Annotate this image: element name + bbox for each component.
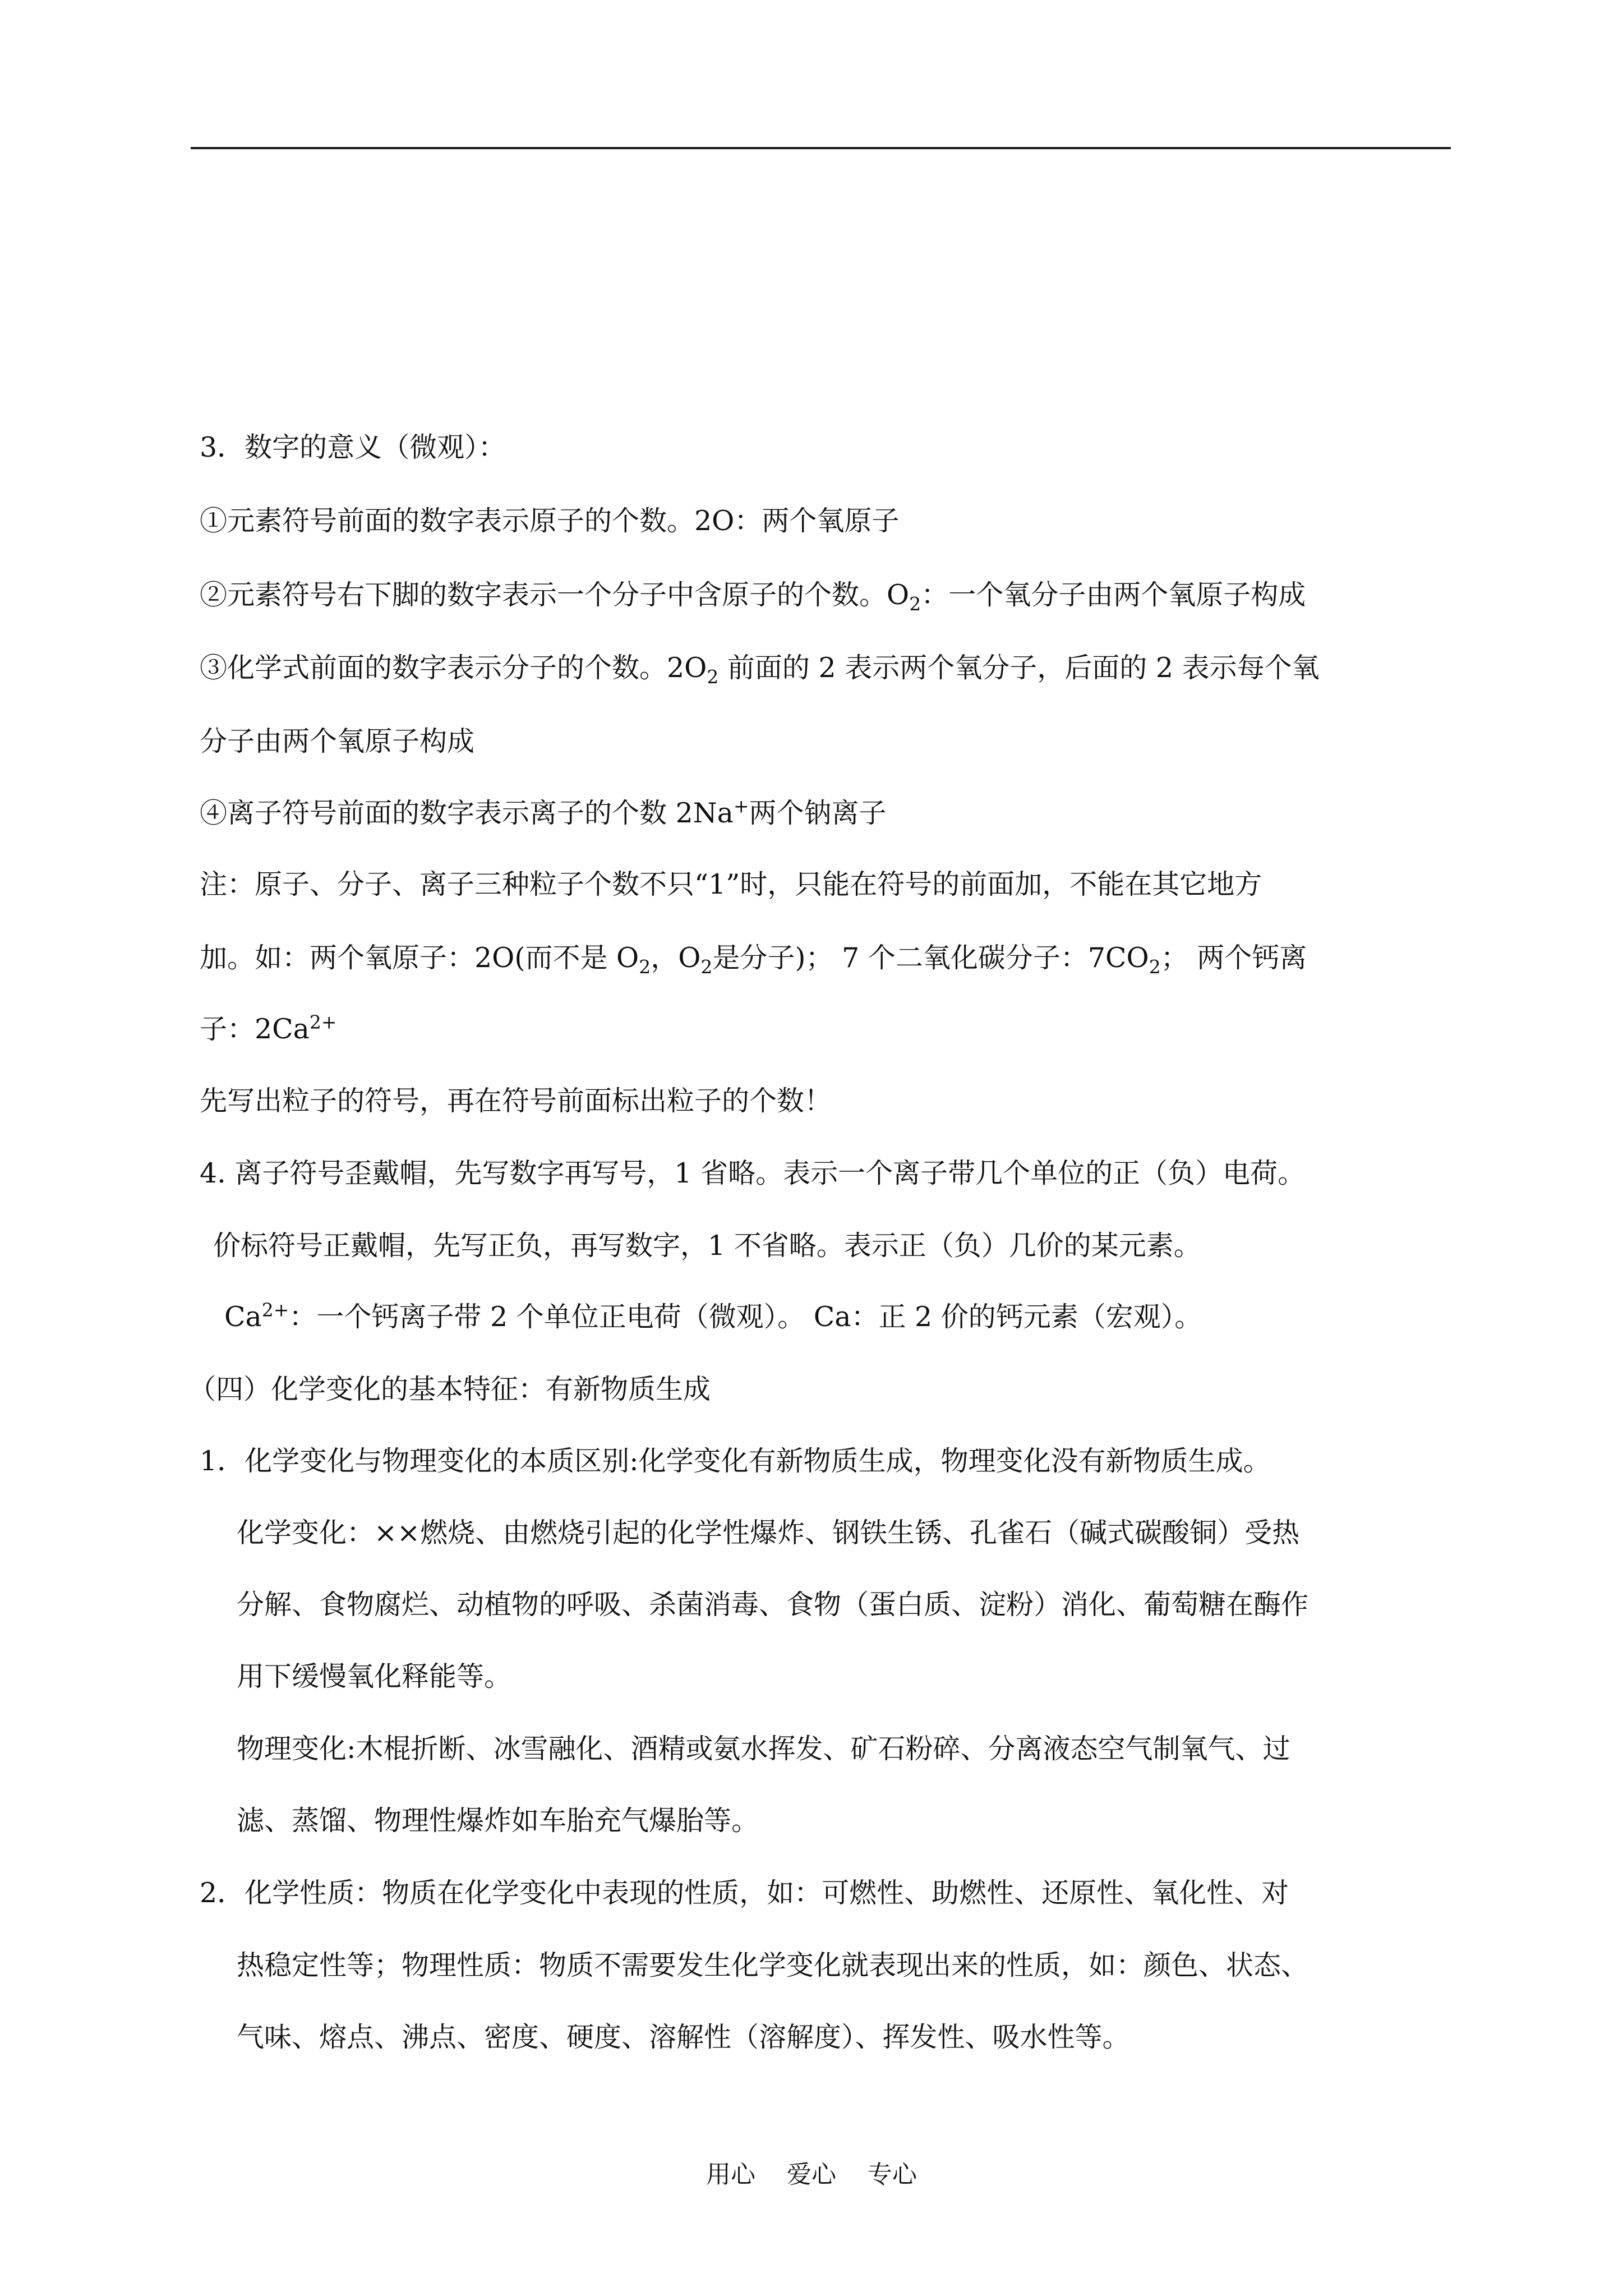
rule-3: ③化学式前面的数字表示分子的个数。$2O_2$ 前面的 2 表示两个氧分子，后面的 2 表示每个氧 — [200, 652, 1320, 688]
physical-change-line-1: 物理变化:木棍折断、冰雪融化、酒精或氨水挥发、矿石粉碎、分离液态空气制氧气、过 — [237, 1733, 1290, 1765]
page-footer: 用心 爱心 专心 — [706, 2160, 917, 2189]
physical-change-line-2: 滤、蒸馏、物理性爆炸如车胎充气爆胎等。 — [237, 1805, 759, 1837]
rule-2: ②元素符号右下脚的数字表示一个分子中含原子的个数。$O_2$：一个氧分子由两个氧原子构成 — [200, 579, 1306, 615]
part-4-heading: （四）化学变化的基本特征：有新物质生成 — [188, 1373, 711, 1405]
note-line-3: 子：$2Ca^{2+}$ — [200, 1011, 337, 1045]
section-4-line-2: 价标符号正戴帽，先写正负，再写数字，1 不省略。表示正（负）几价的某元素。 — [213, 1230, 1201, 1262]
header-rule — [191, 147, 1451, 149]
item-1: 1．化学变化与物理变化的本质区别:化学变化有新物质生成，物理变化没有新物质生成。 — [200, 1445, 1271, 1477]
note-line-4: 先写出粒子的符号，再在符号前面标出粒子的个数！ — [200, 1085, 832, 1117]
item-2-line-1: 2．化学性质：物质在化学变化中表现的性质，如：可燃性、助燃性、还原性、氧化性、对 — [200, 1877, 1289, 1909]
section-4-line-3: $Ca^{2+}$：一个钙离子带 2 个单位正电荷（微观）。 Ca：正 2 价的钙元素（宏观）。 — [224, 1299, 1202, 1333]
rule-4: ④离子符号前面的数字表示离子的个数 2Na+两个钠离子 — [200, 795, 887, 829]
chemical-change-line-2: 分解、食物腐烂、动植物的呼吸、杀菌消毒、食物（蛋白质、淀粉）消化、葡萄糖在酶作 — [237, 1589, 1309, 1621]
note-line-1: 注：原子、分子、离子三种粒子个数不只“1”时，只能在符号的前面加，不能在其它地方 — [200, 868, 1262, 900]
section-4-line-1: 4. 离子符号歪戴帽，先写数字再写号，1 省略。表示一个离子带几个单位的正（负）电荷。 — [200, 1157, 1306, 1189]
item-2-line-2: 热稳定性等；物理性质：物质不需要发生化学变化就表现出来的性质，如：颜色、状态、 — [237, 1949, 1309, 1981]
rule-3-cont: 分子由两个氧原子构成 — [200, 725, 475, 757]
rule-1: ①元素符号前面的数字表示原子的个数。2O：两个氧原子 — [200, 505, 900, 537]
chemical-change-line-3: 用下缓慢氧化释能等。 — [237, 1660, 512, 1692]
chemical-change-line-1: 化学变化：××燃烧、由燃烧引起的化学性爆炸、钢铁生锈、孔雀石（碱式碳酸铜）受热 — [237, 1517, 1300, 1549]
section-3-title: 3．数字的意义（微观）： — [200, 431, 506, 463]
note-line-2: 加。如：两个氧原子：2O(而不是 $O_2$，$O_2$是分子)； 7 个二氧化碳分子：$7CO_2$； 两个钙离 — [200, 942, 1307, 978]
item-2-line-3: 气味、熔点、沸点、密度、硬度、溶解性（溶解度）、挥发性、吸水性等。 — [237, 2021, 1130, 2053]
